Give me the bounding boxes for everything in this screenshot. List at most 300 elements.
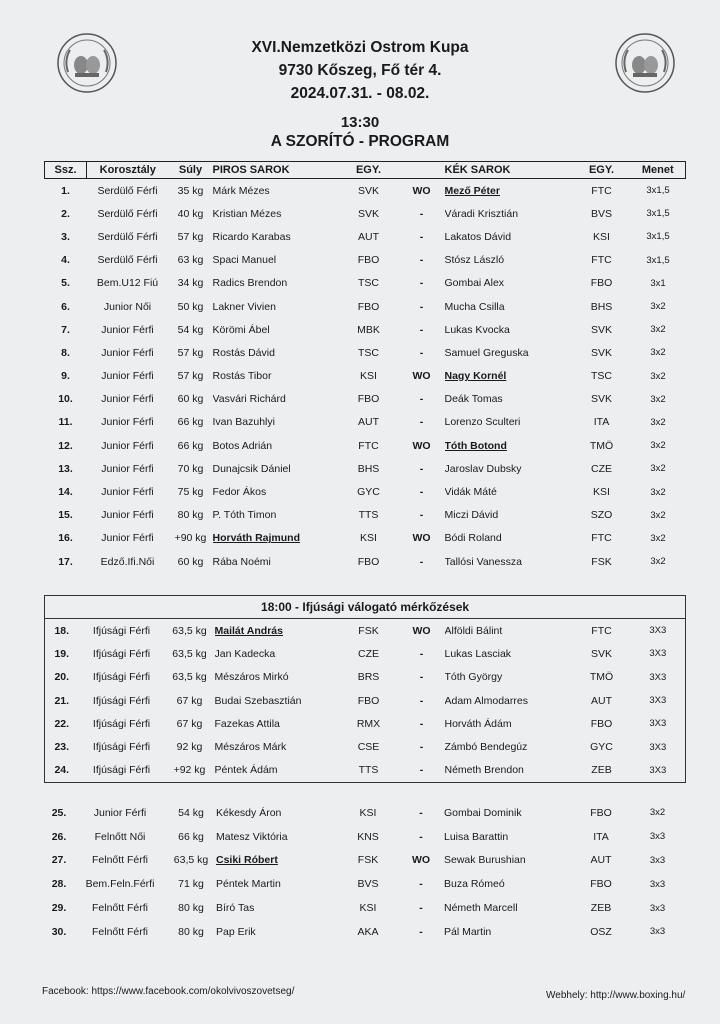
rounds: 3x2 (650, 416, 666, 428)
rounds: 3x2 (650, 370, 666, 382)
weight-class: +90 kg (174, 532, 207, 545)
bout-number: 9. (61, 370, 70, 383)
col-egy-blue: EGY. (573, 162, 631, 179)
bout-table-main (44, 161, 686, 573)
blue-corner-club: SVK (590, 323, 612, 336)
table-row (45, 642, 686, 665)
weight-class: 67 kg (176, 717, 203, 730)
rounds: 3x2 (650, 463, 666, 475)
age-category: Ifjúsági Férfi (92, 647, 151, 660)
rounds: 3X3 (649, 741, 667, 753)
age-category: Felnőtt Női (94, 830, 146, 843)
weight-class: 40 kg (177, 207, 204, 220)
bout-number: 2. (61, 207, 70, 220)
red-corner-boxer: Horváth Rajmund (212, 532, 301, 545)
rounds: 3x2 (650, 393, 666, 405)
red-corner-club: TTS (358, 764, 379, 777)
red-corner-club: KSI (359, 902, 377, 915)
weight-class: 34 kg (177, 277, 204, 290)
blue-corner-club: GYC (590, 741, 613, 754)
bout-result: WO (411, 854, 431, 867)
blue-corner-boxer: Lukas Kvocka (444, 323, 510, 336)
rounds: 3X3 (649, 695, 667, 707)
table-row (44, 849, 685, 873)
weight-class: 66 kg (177, 416, 204, 429)
table-row (45, 666, 686, 689)
age-category: Serdülő Férfi (97, 184, 158, 197)
bout-number: 29. (51, 902, 67, 915)
red-corner-club: FBO (357, 254, 380, 267)
bout-number: 26. (51, 830, 67, 843)
rounds: 3x3 (649, 854, 666, 866)
red-corner-boxer: Péntek Martin (216, 878, 281, 891)
red-corner-club: KNS (357, 830, 379, 843)
bout-table-youth (44, 595, 686, 783)
rounds: 3x1,5 (646, 254, 670, 266)
age-category: Junior Férfi (101, 393, 154, 406)
rounds: 3x3 (649, 831, 666, 843)
red-corner-club: MBK (357, 323, 380, 336)
rounds: 3x3 (649, 878, 666, 890)
red-corner-boxer: Pap Erik (216, 925, 256, 938)
rounds: 3x3 (649, 926, 666, 938)
red-corner-boxer: P. Tóth Timon (212, 509, 277, 522)
weight-class: 80 kg (178, 902, 204, 915)
bout-number: 4. (61, 254, 70, 267)
program-title: A SZORÍTÓ - PROGRAM (270, 133, 450, 150)
age-category: Junior Férfi (101, 370, 154, 383)
red-corner-club: AKA (357, 925, 379, 938)
blue-corner-boxer: Buza Rómeó (444, 878, 505, 891)
blue-corner-club: KSI (593, 230, 610, 243)
red-corner-boxer: Rába Noémi (212, 555, 271, 568)
bout-result: - (419, 741, 424, 754)
bout-number: 15. (58, 509, 73, 522)
bout-result: WO (412, 370, 431, 383)
blue-corner-boxer: Jaroslav Dubsky (444, 462, 522, 475)
blue-corner-club: TMÖ (589, 671, 614, 684)
weight-class: 54 kg (178, 806, 204, 819)
event-dates: 2024.07.31. - 08.02. (290, 85, 430, 102)
red-corner-club: AUT (358, 230, 379, 243)
blue-corner-club: AUT (590, 854, 612, 867)
table-row (44, 825, 685, 849)
bout-result: - (419, 878, 423, 891)
blue-corner-boxer: Nagy Kornél (444, 370, 507, 383)
red-corner-boxer: Jan Kadecka (214, 647, 276, 660)
red-corner-club: TTS (358, 509, 379, 522)
table-row (45, 689, 686, 712)
table-row (45, 388, 686, 411)
age-category: Ifjúsági Férfi (92, 764, 151, 777)
age-category: Ifjúsági Férfi (92, 741, 151, 754)
col-kek-sarok: KÉK SAROK (445, 162, 573, 179)
bout-number: 24. (54, 764, 70, 777)
rounds: 3x1,5 (646, 208, 670, 220)
red-corner-club: FBO (357, 300, 380, 313)
bout-result: - (419, 486, 424, 499)
rounds: 3x1 (650, 277, 666, 289)
age-category: Junior Férfi (101, 486, 154, 499)
table-row (45, 295, 686, 318)
bout-number: 10. (58, 393, 73, 406)
age-category: Ifjúsági Férfi (92, 671, 151, 684)
bout-number: 6. (61, 300, 70, 313)
red-corner-club: FSK (357, 854, 379, 867)
rounds: 3x2 (650, 486, 666, 498)
col-suly: Súly (169, 162, 213, 179)
event-title: XVI.Nemzetközi Ostrom Kupa (251, 39, 469, 56)
blue-corner-boxer: Stósz László (444, 254, 505, 267)
blue-corner-club: CZE (591, 462, 612, 475)
red-corner-boxer: Fedor Ákos (212, 486, 267, 499)
red-corner-boxer: Spaci Manuel (212, 254, 277, 267)
bout-result: - (419, 207, 424, 220)
red-corner-club: FSK (358, 624, 379, 637)
red-corner-club: TSC (358, 277, 379, 290)
red-corner-boxer: Mészáros Mirkó (214, 671, 289, 684)
age-category: Edző.Ifi.Női (100, 555, 155, 568)
red-corner-boxer: Lakner Vivien (212, 300, 276, 313)
weight-class: 63,5 kg (173, 854, 209, 867)
weight-class: 57 kg (177, 346, 204, 359)
rounds: 3X3 (649, 764, 667, 776)
weight-class: 66 kg (177, 439, 204, 452)
table-row (45, 759, 686, 783)
bout-result: - (419, 806, 423, 819)
red-corner-club: TSC (358, 346, 379, 359)
rounds: 3x2 (650, 324, 666, 336)
bout-result: - (419, 830, 423, 843)
table-row (45, 318, 686, 341)
red-corner-boxer: Rostás Tibor (212, 370, 272, 383)
blue-corner-club: ZEB (591, 764, 612, 777)
red-corner-club: SVK (357, 184, 379, 197)
blue-corner-boxer: Mező Péter (444, 184, 500, 197)
blue-corner-boxer: Sewak Burushian (444, 854, 526, 867)
bout-number: 30. (51, 925, 67, 938)
blue-corner-club: SVK (590, 393, 612, 406)
bout-table-evening (44, 801, 685, 944)
blue-corner-club: SVK (590, 647, 612, 660)
blue-corner-boxer: Váradi Krisztián (444, 207, 519, 220)
age-category: Serdülő Férfi (97, 207, 158, 220)
bout-result: - (419, 671, 424, 684)
section-title-row (45, 596, 686, 619)
table-row (45, 550, 686, 573)
table-row (45, 434, 686, 457)
weight-class: 50 kg (177, 300, 204, 313)
bout-result: - (419, 764, 424, 777)
blue-corner-boxer: Adam Almodarres (444, 694, 528, 707)
age-category: Ifjúsági Férfi (92, 624, 151, 637)
red-corner-boxer: Bíró Tas (216, 902, 255, 915)
blue-corner-club: BHS (590, 300, 613, 313)
col-result (399, 162, 445, 179)
red-corner-boxer: Dunajcsik Dániel (212, 462, 291, 475)
bout-number: 17. (58, 555, 73, 568)
rounds: 3X3 (649, 625, 667, 637)
bout-result: - (419, 254, 424, 267)
red-corner-boxer: Csiki Róbert (216, 854, 278, 867)
blue-corner-boxer: Miczi Dávid (444, 509, 499, 522)
table-row (44, 801, 685, 825)
rounds: 3x2 (650, 556, 666, 568)
table-header-row (45, 162, 686, 179)
col-menet: Menet (631, 162, 686, 179)
rounds: 3x2 (649, 807, 666, 819)
bout-number: 8. (61, 346, 70, 359)
blue-corner-club: ITA (593, 830, 609, 843)
weight-class: 80 kg (178, 925, 204, 938)
blue-corner-boxer: Németh Brendon (444, 764, 524, 777)
age-category: Junior Férfi (101, 462, 154, 475)
blue-corner-boxer: Deák Tomas (444, 393, 503, 406)
bout-result: - (419, 346, 424, 359)
blue-corner-club: TSC (591, 370, 612, 383)
red-corner-club: CSE (357, 741, 380, 754)
blue-corner-boxer: Gombai Alex (444, 277, 505, 290)
bout-number: 11. (58, 416, 73, 429)
bout-result: - (419, 694, 424, 707)
blue-corner-club: TMÖ (589, 439, 614, 452)
age-category: Junior Női (103, 300, 152, 313)
bout-number: 27. (51, 854, 67, 867)
bout-result: - (419, 230, 424, 243)
red-corner-boxer: Radics Brendon (212, 277, 288, 290)
red-corner-boxer: Körömi Ábel (212, 323, 270, 336)
table-row (45, 504, 686, 527)
red-corner-boxer: Márk Mézes (212, 184, 270, 197)
bout-result: WO (412, 532, 431, 545)
red-corner-boxer: Kristian Mézes (212, 207, 282, 220)
weight-class: 54 kg (177, 323, 204, 336)
bout-result: - (419, 509, 424, 522)
table-row (45, 179, 686, 203)
event-address: 9730 Kőszeg, Fő tér 4. (278, 62, 442, 79)
bout-number: 1. (61, 184, 70, 197)
blue-corner-club: OSZ (590, 925, 612, 938)
blue-corner-club: BVS (590, 207, 612, 220)
blue-corner-club: FBO (590, 806, 612, 819)
rounds: 3x2 (650, 301, 666, 313)
bout-number: 3. (61, 230, 70, 243)
website-link[interactable]: Webhely: http://www.boxing.hu/ (546, 990, 686, 1001)
age-category: Felnőtt Férfi (91, 854, 149, 867)
bout-result: - (419, 555, 424, 568)
table-row (45, 712, 686, 735)
blue-corner-club: ZEB (590, 902, 612, 915)
blue-corner-club: FBO (590, 717, 613, 730)
table-row (45, 527, 686, 550)
blue-corner-boxer: Lorenzo Sculteri (444, 416, 521, 429)
table-row (45, 619, 686, 643)
col-egy-red: EGY. (339, 162, 399, 179)
red-corner-club: FTC (358, 439, 379, 452)
bout-number: 7. (61, 323, 70, 336)
table-row (45, 411, 686, 434)
table-row (45, 365, 686, 388)
age-category: Junior Férfi (101, 439, 154, 452)
blue-corner-boxer: Németh Marcell (444, 902, 518, 915)
red-corner-club: BRS (357, 671, 380, 684)
red-corner-club: AUT (358, 416, 379, 429)
age-category: Junior Férfi (101, 416, 154, 429)
rounds: 3X3 (649, 718, 667, 730)
bout-number: 14. (58, 486, 73, 499)
table-row (45, 480, 686, 503)
bout-number: 20. (54, 671, 70, 684)
bout-result: WO (412, 184, 431, 197)
bout-number: 5. (61, 277, 70, 290)
age-category: Ifjúsági Férfi (92, 717, 151, 730)
blue-corner-boxer: Tóth Botond (444, 439, 507, 452)
table-row (45, 202, 686, 225)
table-row (44, 872, 685, 896)
bout-number: 22. (54, 717, 70, 730)
rounds: 3x1,5 (646, 231, 670, 243)
age-category: Junior Férfi (101, 509, 154, 522)
bout-result: - (419, 925, 423, 938)
weight-class: 57 kg (177, 230, 204, 243)
weight-class: 71 kg (178, 878, 204, 891)
rounds: 3x2 (650, 532, 666, 544)
red-corner-club: FBO (357, 393, 380, 406)
red-corner-boxer: Fazekas Attila (214, 717, 280, 730)
rounds: 3x2 (650, 347, 666, 359)
col-piros-sarok: PIROS SAROK (213, 162, 339, 179)
red-corner-club: KSI (359, 806, 377, 819)
weight-class: 63,5 kg (172, 624, 207, 637)
blue-corner-boxer: Bódi Roland (444, 532, 502, 545)
session-time: 13:30 (340, 114, 380, 131)
bout-result: - (419, 416, 424, 429)
weight-class: 67 kg (176, 694, 203, 707)
blue-corner-boxer: Lakatos Dávid (444, 230, 512, 243)
weight-class: 60 kg (177, 555, 204, 568)
blue-corner-club: KSI (593, 486, 610, 499)
red-corner-club: BHS (357, 462, 380, 475)
age-category: Junior Férfi (101, 346, 154, 359)
table-row (45, 272, 686, 295)
weight-class: 70 kg (177, 462, 204, 475)
age-category: Junior Férfi (101, 323, 154, 336)
blue-corner-boxer: Tóth György (444, 671, 503, 684)
blue-corner-club: SZO (590, 509, 613, 522)
bout-result: - (419, 300, 424, 313)
bout-result: WO (412, 439, 431, 452)
red-corner-boxer: Budai Szebasztián (214, 694, 302, 707)
col-korosztaly: Korosztály (87, 162, 169, 179)
bout-result: WO (412, 624, 431, 637)
table-row (45, 735, 686, 758)
blue-corner-club: FTC (591, 532, 612, 545)
red-corner-boxer: Ricardo Karabas (212, 230, 291, 243)
blue-corner-club: FTC (591, 254, 612, 267)
rounds: 3x2 (650, 509, 666, 521)
bout-number: 12. (58, 439, 73, 452)
bout-result: - (419, 277, 424, 290)
blue-corner-boxer: Mucha Csilla (444, 300, 505, 313)
red-corner-boxer: Péntek Ádám (214, 764, 278, 777)
age-category: Ifjúsági Férfi (92, 694, 151, 707)
event-header (0, 36, 720, 105)
blue-corner-club: FTC (591, 624, 612, 637)
red-corner-boxer: Mészáros Márk (214, 741, 287, 754)
facebook-link[interactable]: Facebook: https://www.facebook.com/okolvivoszovetseg/ (42, 986, 295, 997)
blue-corner-boxer: Vidák Máté (444, 486, 497, 499)
bout-number: 16. (58, 532, 73, 545)
weight-class: 80 kg (177, 509, 204, 522)
red-corner-club: BVS (357, 878, 379, 891)
weight-class: 60 kg (177, 393, 204, 406)
blue-corner-boxer: Tallósi Vanessza (444, 555, 522, 568)
blue-corner-boxer: Luisa Barattin (444, 830, 509, 843)
table-row (45, 249, 686, 272)
red-corner-club: FBO (357, 555, 380, 568)
bout-number: 18. (54, 624, 70, 637)
weight-class: 66 kg (178, 830, 204, 843)
bout-result: - (419, 717, 424, 730)
age-category: Junior Férfi (93, 806, 147, 819)
blue-corner-club: SVK (590, 346, 612, 359)
blue-corner-boxer: Zámbó Bendegúz (444, 741, 528, 754)
blue-corner-boxer: Horváth Ádám (444, 717, 512, 730)
rounds: 3x3 (649, 902, 666, 914)
weight-class: 75 kg (177, 486, 204, 499)
age-category: Serdülő Férfi (97, 230, 158, 243)
weight-class: 92 kg (176, 741, 203, 754)
weight-class: 63,5 kg (172, 647, 207, 660)
bout-result: - (419, 462, 424, 475)
blue-corner-club: FBO (590, 277, 613, 290)
table-row (45, 457, 686, 480)
red-corner-club: RMX (356, 717, 381, 730)
red-corner-club: GYC (357, 486, 380, 499)
age-category: Bem.U12 Fiú (96, 277, 159, 290)
red-corner-boxer: Botos Adrián (212, 439, 273, 452)
weight-class: 63,5 kg (172, 671, 207, 684)
red-corner-boxer: Matesz Viktória (216, 830, 288, 843)
age-category: Felnőtt Férfi (91, 902, 149, 915)
blue-corner-club: AUT (591, 694, 612, 707)
table-row (44, 920, 685, 944)
bout-result: - (419, 323, 424, 336)
blue-corner-club: FBO (590, 878, 612, 891)
age-category: Bem.Feln.Férfi (85, 878, 155, 891)
red-corner-club: FBO (357, 694, 380, 707)
rounds: 3x1,5 (646, 185, 670, 197)
red-corner-club: CZE (358, 647, 379, 660)
bout-result: - (419, 647, 424, 660)
bout-number: 25. (51, 806, 67, 819)
red-corner-boxer: Ivan Bazuhlyi (212, 416, 275, 429)
weight-class: 63 kg (177, 254, 204, 267)
age-category: Junior Férfi (101, 532, 154, 545)
rounds: 3X3 (649, 671, 667, 683)
red-corner-boxer: Rostás Dávid (212, 346, 275, 359)
bout-result: - (419, 393, 424, 406)
rounds: 3X3 (649, 648, 667, 660)
weight-class: 35 kg (177, 184, 204, 197)
bout-number: 19. (54, 647, 70, 660)
blue-corner-club: ITA (593, 416, 610, 429)
rounds: 3x2 (650, 440, 666, 452)
table-row (45, 225, 686, 248)
blue-corner-boxer: Gombai Dominik (444, 806, 522, 819)
blue-corner-boxer: Lukas Lasciak (444, 647, 512, 660)
table-row (44, 896, 685, 920)
